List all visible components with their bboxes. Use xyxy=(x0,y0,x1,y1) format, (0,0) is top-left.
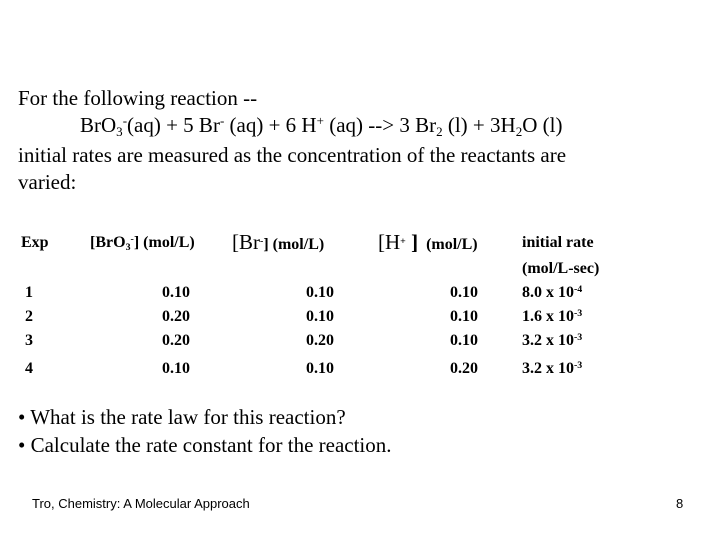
header-bro3-sub: 3 xyxy=(125,241,131,253)
header-bro3-sup: - xyxy=(130,233,134,245)
row-1-bro3: 0.10 xyxy=(162,284,190,301)
row-2-br: 0.10 xyxy=(306,308,334,325)
row-3-exp: 3 xyxy=(25,332,33,349)
rate-base: 3.2 x 10 xyxy=(522,360,574,377)
eq-part: (aq) --> 3 Br xyxy=(323,113,437,137)
row-3-br: 0.20 xyxy=(306,332,334,349)
eq-sub: 2 xyxy=(515,123,523,139)
rate-exponent: -4 xyxy=(574,283,583,295)
row-2-h: 0.10 xyxy=(450,308,478,325)
row-1-rate xyxy=(522,284,582,302)
header-h-unit: (mol/L) xyxy=(426,236,478,253)
rate-exponent: -3 xyxy=(574,359,583,371)
row-4-br: 0.10 xyxy=(306,360,334,377)
row-4-rate xyxy=(522,360,582,378)
rate-base: 3.2 x 10 xyxy=(522,332,574,349)
row-4-exp: 4 xyxy=(25,360,33,377)
rate-exponent: -3 xyxy=(574,307,583,319)
page-number: 8 xyxy=(676,496,684,511)
eq-part: BrO xyxy=(80,113,117,137)
eq-sup: - xyxy=(122,112,128,128)
row-4-bro3: 0.10 xyxy=(162,360,190,377)
question-rate-law: • What is the rate law for this reaction? xyxy=(18,405,346,429)
header-br xyxy=(232,230,324,255)
intro-line-3: initial rates are measured as the concentration of the reactants are xyxy=(18,143,567,167)
row-2-bro3: 0.20 xyxy=(162,308,190,325)
rate-base: 8.0 x 10 xyxy=(522,284,574,301)
header-bro3 xyxy=(90,234,195,252)
header-br-open: [Br xyxy=(232,230,260,254)
eq-part: (l) + 3H xyxy=(442,113,516,137)
row-3-h: 0.10 xyxy=(450,332,478,349)
eq-part: (aq) + 6 H xyxy=(224,113,317,137)
row-4-h: 0.20 xyxy=(450,360,478,377)
row-1-br: 0.10 xyxy=(306,284,334,301)
eq-part: O (l) xyxy=(522,113,563,137)
header-rate-line-1: initial rate xyxy=(522,234,594,251)
header-bro3-o: O xyxy=(113,234,126,251)
eq-sub: 3 xyxy=(116,123,123,139)
row-1-h: 0.10 xyxy=(450,284,478,301)
eq-sup: + xyxy=(316,112,324,128)
header-br-sup: - xyxy=(260,235,264,247)
header-bro3-open: [Br xyxy=(90,234,114,251)
header-bro3-close: ] (mol/L) xyxy=(133,234,195,251)
row-2-rate xyxy=(522,308,582,326)
header-rate-line-2: (mol/L-sec) xyxy=(522,260,600,277)
header-h xyxy=(378,230,478,255)
header-exp: Exp xyxy=(21,234,49,251)
eq-sub: 2 xyxy=(436,123,443,139)
intro-line-4: varied: xyxy=(18,170,77,194)
header-br-close: ] (mol/L) xyxy=(263,236,325,253)
reaction-equation xyxy=(80,112,562,139)
eq-part: (aq) + 5 Br xyxy=(127,113,220,137)
rate-exponent: -3 xyxy=(574,331,583,343)
question-rate-constant: • Calculate the rate constant for the reaction. xyxy=(18,433,392,457)
header-h-open: [H xyxy=(378,230,401,254)
row-3-bro3: 0.20 xyxy=(162,332,190,349)
eq-sup: - xyxy=(219,112,225,128)
rate-base: 1.6 x 10 xyxy=(522,308,574,325)
intro-line-1: For the following reaction -- xyxy=(18,86,258,110)
footer-source: Tro, Chemistry: A Molecular Approach xyxy=(32,496,250,511)
header-h-close: ] xyxy=(405,230,419,254)
row-2-exp: 2 xyxy=(25,308,33,325)
row-1-exp: 1 xyxy=(25,284,33,301)
header-h-sup: + xyxy=(400,235,406,247)
row-3-rate xyxy=(522,332,582,350)
